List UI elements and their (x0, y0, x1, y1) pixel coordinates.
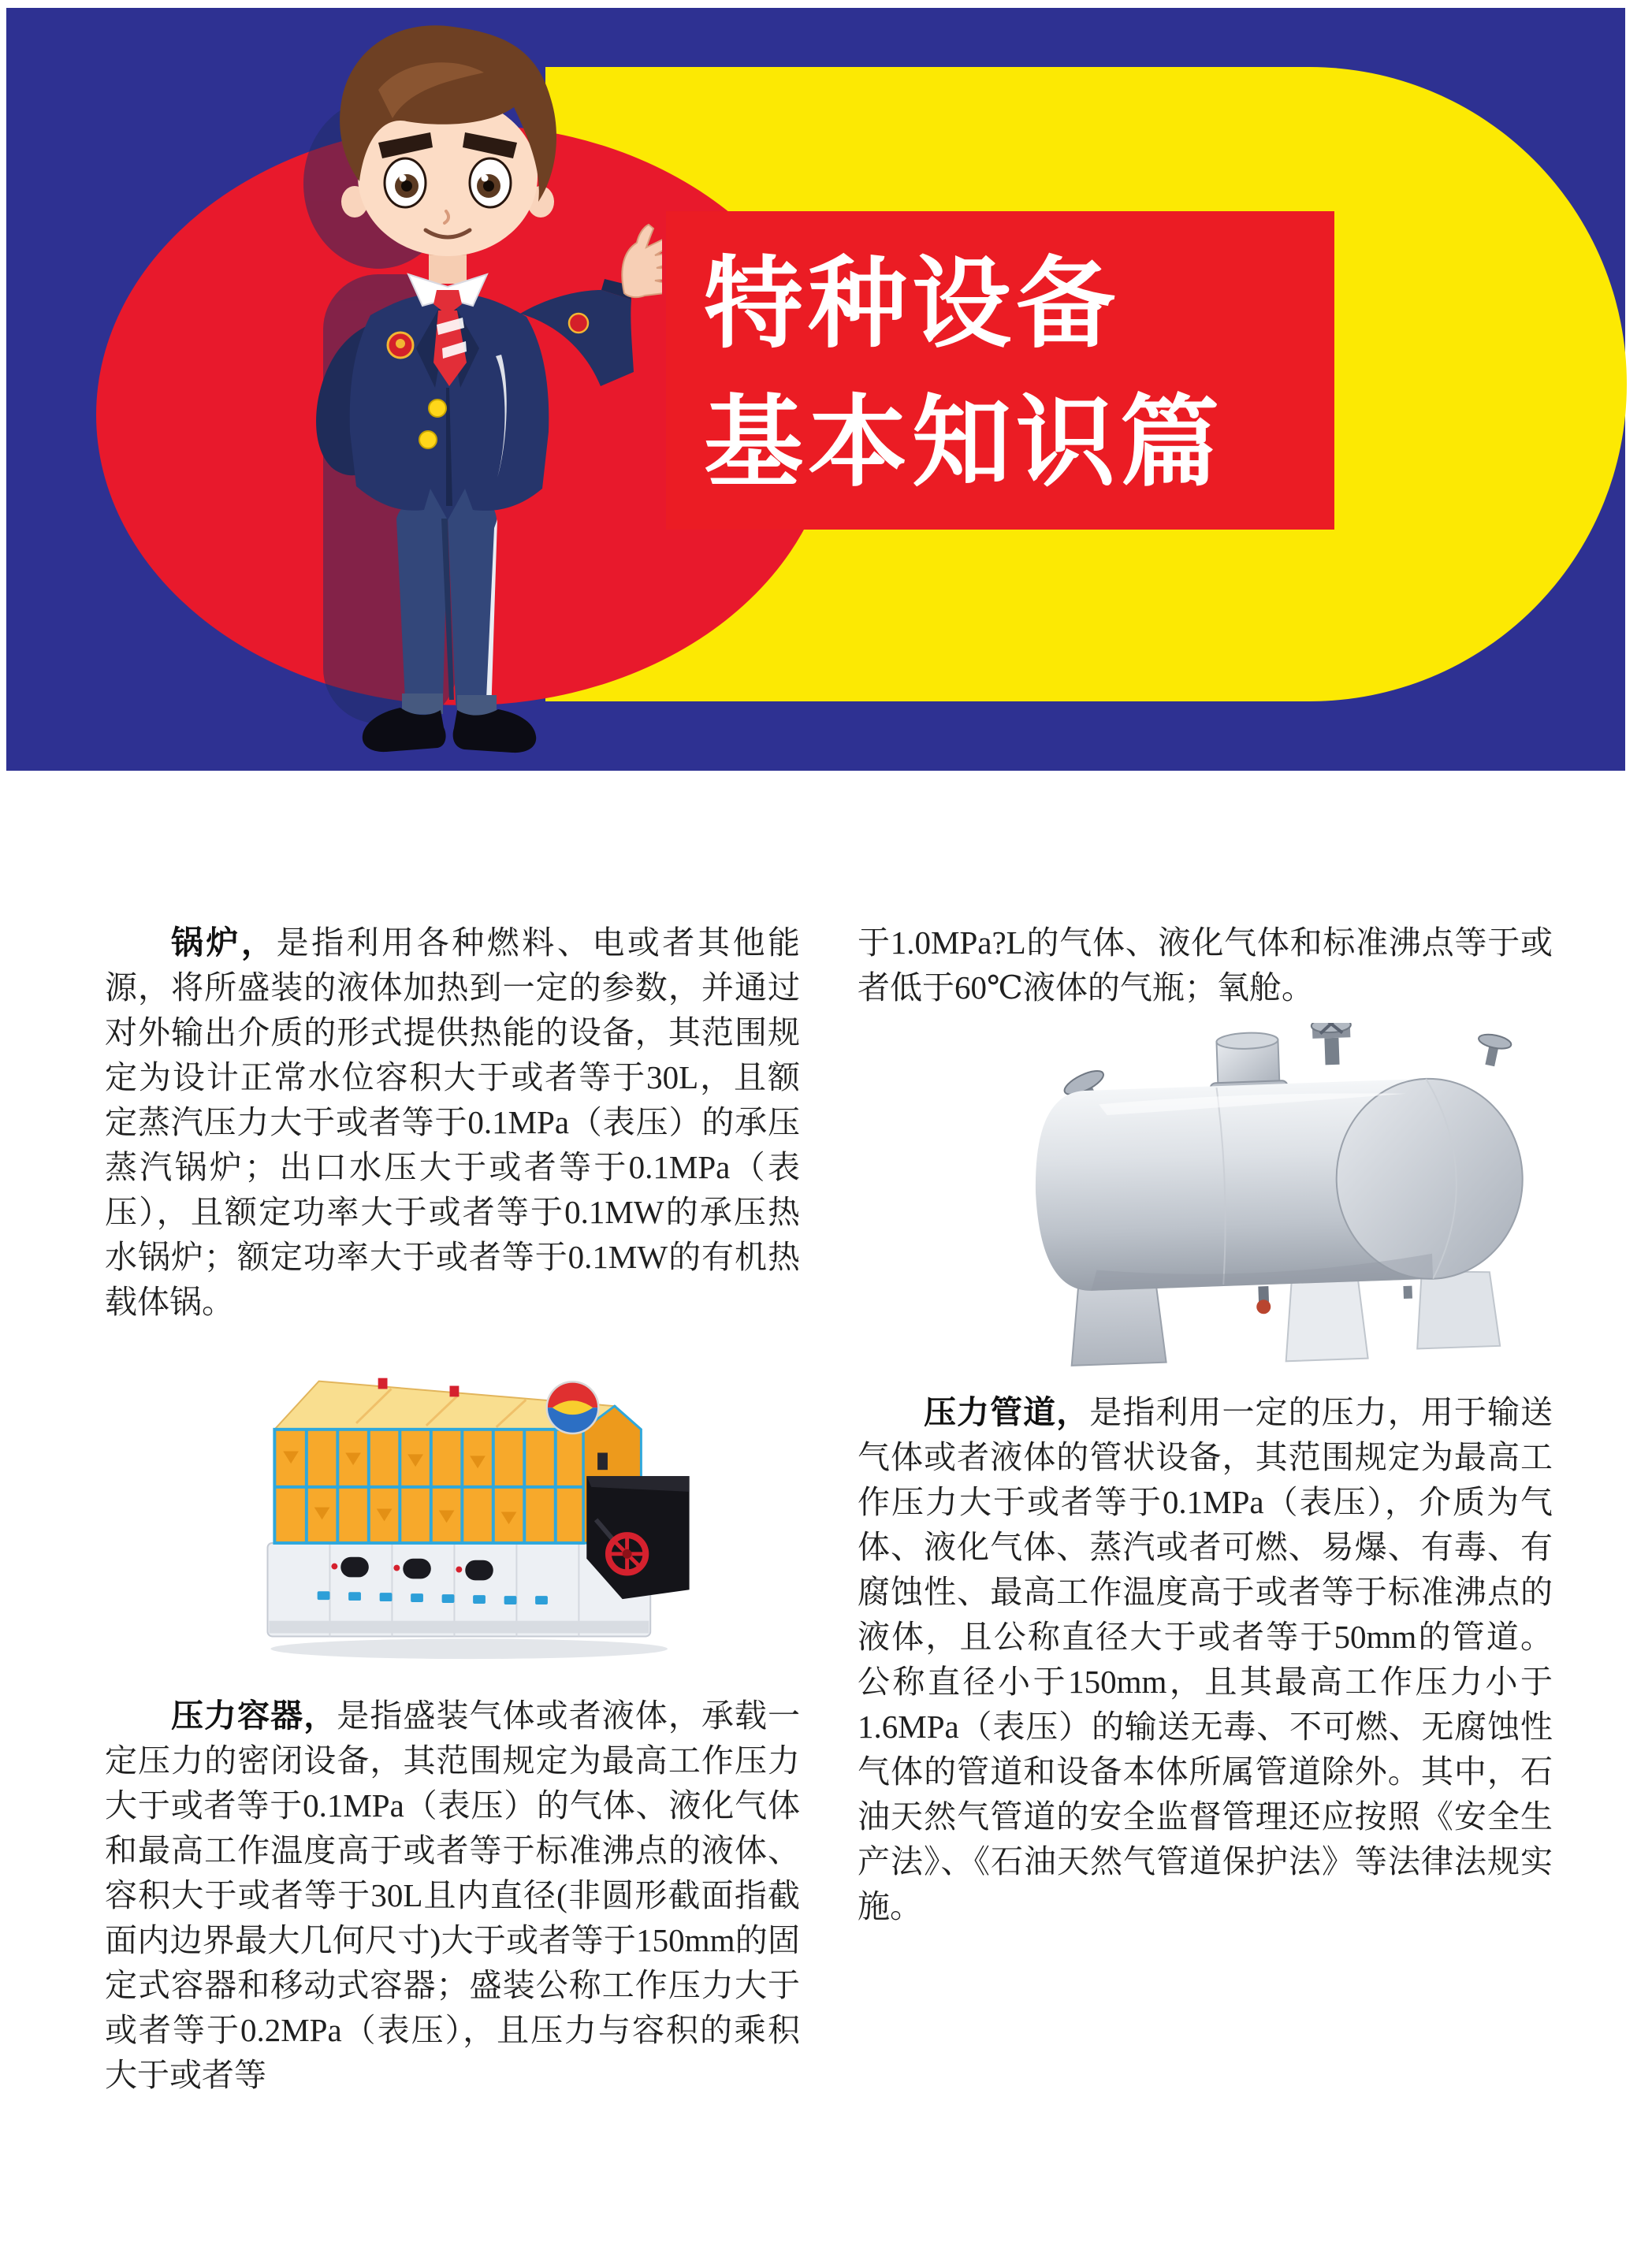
boiler-term: 锅炉， (171, 924, 277, 961)
chapter-title-line1: 特种设备 (704, 248, 1120, 359)
tank-nozzle-flange (1311, 1023, 1352, 1065)
inspector-mascot-illustration (260, 14, 662, 763)
mascot-shoes (363, 708, 536, 753)
chapter-title-line2: 基本知识篇 (704, 387, 1224, 498)
mascot-chest-badge-icon (388, 333, 413, 358)
pressure-vessel-continuation: 于1.0MPa?L的气体、液化气体和标准沸点等于或者低于60℃液体的气瓶；氧舱。 (858, 924, 1553, 1006)
pressure-vessel-photo (984, 1023, 1551, 1366)
left-column (105, 920, 800, 2098)
pressure-pipeline-term: 压力管道， (924, 1394, 1090, 1430)
pressure-vessel-term: 压力容器， (171, 1697, 337, 1734)
pressure-tank-illustration (984, 1023, 1551, 1366)
tank-leg (1415, 1269, 1500, 1349)
boiler-logo-badge-icon (547, 1382, 598, 1433)
pressure-vessel-paragraph (105, 1694, 800, 2098)
pressure-pipeline-paragraph (858, 1390, 1553, 1929)
right-column (858, 920, 1553, 1929)
chapter-title-box (666, 211, 1334, 530)
boiler-paragraph (105, 920, 800, 1325)
boiler-photo (260, 1358, 701, 1665)
tank-shell (1032, 1076, 1526, 1292)
pressure-vessel-definition: 是指盛装气体或者液体，承载一定压力的密闭设备，其范围规定为最高工作压力大于或者等于0.1MPa（表压）的气体、液化气体和最高工作温度高于或者等于标准沸点的液体、容积大于或者等于30L且内直径(非圆形截面指截面内边界最大几何尺寸)大于或者等于150mm的固定式容器和移动式容器；盛装公称工作压力大于或者等于0.2MPa（表压），且压力与容积的乘积大于或者等 (105, 1697, 801, 2093)
boiler-illustration (260, 1358, 701, 1665)
boiler-definition: 是指利用各种燃料、电或者其他能源，将所盛装的液体加热到一定的参数，并通过对外输出介质的形式提供热能的设备，其范围规定为设计正常水位容积大于或者等于30L，且额定蒸汽压力大于或者等于0.1MPa（表压）的承压蒸汽锅炉；出口水压大于或者等于0.1MPa（表压），且额定功率大于或者等于0.1MW的承压热水锅炉；额定功率大于或者等于0.1MW的有机热载体锅。 (105, 924, 801, 1320)
tank-nozzle-flange (1474, 1032, 1512, 1069)
header-banner (6, 8, 1625, 771)
pressure-pipeline-definition: 是指利用一定的压力，用于输送气体或者液体的管状设备，其范围规定为最高工作压力大于或者等于0.1MPa（表压），介质为气体、液化气体、蒸汽或者可燃、易爆、有毒、有腐蚀性、最高工作温度高于或者等于标准沸点的液体，且公称直径大于或者等于50mm的管道。公称直径小于150mm，且其最高工作压力小于1.6MPa（表压）的输送无毒、不可燃、无腐蚀性气体的管道和设备本体所属管道除外。其中，石油天然气管道的安全监督管理还应按照《安全生产法》、《石油天然气管道保护法》等法律法规实施。 (858, 1394, 1553, 1924)
